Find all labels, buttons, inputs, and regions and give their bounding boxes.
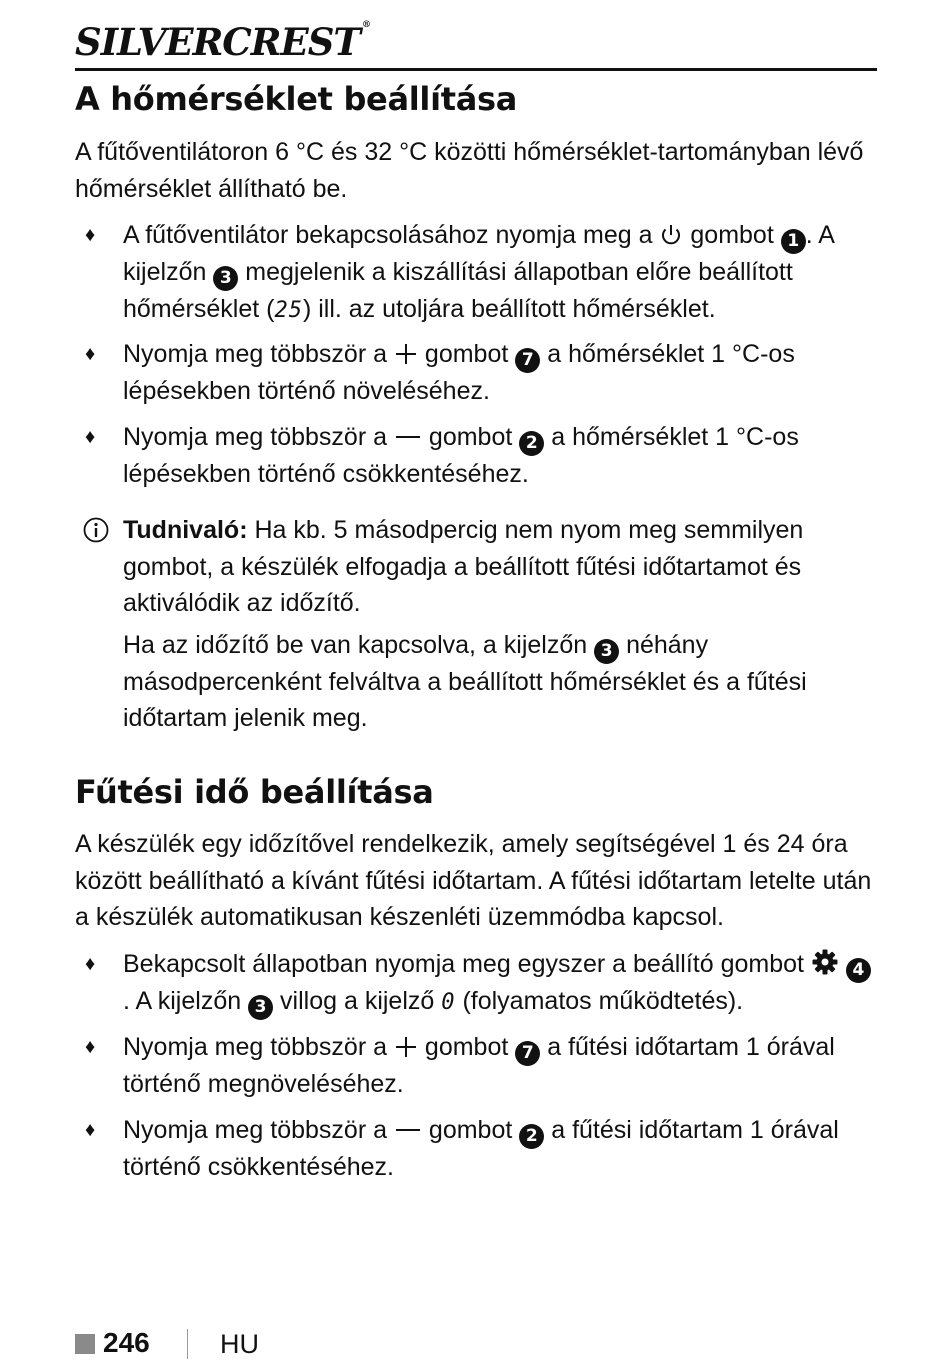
bullet-icon: ♦ xyxy=(85,426,96,448)
section-title-temperature: A hőmérséklet beállítása xyxy=(75,80,518,118)
callout-number: 3 xyxy=(594,639,619,664)
note-text-2: Ha az időzítő be van kapcsolva, a kijelzőn 3 néhány másodpercenként felváltva a beállított hőmérséklet és a fűtési időtartam jelenik meg. xyxy=(123,630,807,732)
brand-logo: SILVERCREST ® xyxy=(75,20,370,64)
footer-divider xyxy=(187,1329,188,1359)
list-item-text: Nyomja meg többször a gombot 7 a hőmérséklet 1 °C-os lépésekben történő növeléséhez. xyxy=(123,340,795,405)
language-code: HU xyxy=(220,1329,259,1359)
list-item-text: A fűtőventilátor bekapcsolásához nyomja meg a gombot 1 . A kijelzőn 3 megjelenik a kiszállítási állapotban előre beállított hőmérséklet (25) ill. az utoljára beállított hőmérséklet. xyxy=(123,221,834,323)
footer-square-icon xyxy=(75,1334,95,1354)
list-item-decrease-time xyxy=(75,1112,877,1186)
plus-icon xyxy=(394,342,418,366)
header-rule xyxy=(75,68,877,71)
display-segment-value: 25 xyxy=(274,298,303,323)
callout-number: 1 xyxy=(781,229,806,254)
callout-number: 4 xyxy=(846,958,871,983)
section-intro-heating-time: A készülék egy időzítővel rendelkezik, amely segítségével 1 és 24 óra között beállítható a kívánt fűtési időtartam. A fűtési időtartam letelte után a készülék automatikusan készenléti üzemmódba kapcsol. xyxy=(75,830,872,931)
info-note xyxy=(75,512,877,737)
list-item-timer-start xyxy=(75,946,877,1022)
bullet-icon: ♦ xyxy=(85,343,96,365)
note-text: Tudnivaló: Ha kb. 5 másodpercig nem nyom meg semmilyen gombot, a készülék elfogadja a beállított fűtési időtartamot és aktiválódik az időzítő. xyxy=(123,516,804,617)
registered-mark: ® xyxy=(361,20,370,30)
minus-icon xyxy=(394,1118,422,1142)
page-number: 246 xyxy=(103,1327,150,1358)
bullet-icon: ♦ xyxy=(85,1036,96,1058)
callout-number: 7 xyxy=(515,348,540,373)
list-item-text: Nyomja meg többször a gombot 2 a fűtési időtartam 1 órával történő csökkentéséhez. xyxy=(123,1116,839,1181)
bullet-icon: ♦ xyxy=(85,1119,96,1141)
list-item-increase-temp xyxy=(75,336,877,410)
display-segment-value: 0 xyxy=(441,990,456,1015)
list-item-increase-time xyxy=(75,1029,877,1103)
gear-icon xyxy=(811,948,839,976)
section-intro-temperature: A fűtőventilátoron 6 °C és 32 °C közötti hőmérséklet-tartományban lévő hőmérséklet állítható be. xyxy=(75,138,864,203)
callout-number: 3 xyxy=(213,266,238,291)
info-icon xyxy=(83,517,109,543)
callout-number: 7 xyxy=(515,1041,540,1066)
bullet-icon: ♦ xyxy=(85,953,96,975)
power-icon xyxy=(659,223,683,247)
bullet-icon: ♦ xyxy=(85,224,96,246)
callout-number: 2 xyxy=(519,431,544,456)
callout-number: 3 xyxy=(248,995,273,1020)
list-item-power-on xyxy=(75,217,877,330)
minus-icon xyxy=(394,425,422,449)
list-item-text: Nyomja meg többször a gombot 7 a fűtési időtartam 1 órával történő megnöveléséhez. xyxy=(123,1033,835,1098)
list-item-text: Nyomja meg többször a gombot 2 a hőmérséklet 1 °C-os lépésekben történő csökkentéséhez. xyxy=(123,423,799,488)
note-label: Tudnivaló: xyxy=(123,516,248,544)
list-item-decrease-temp xyxy=(75,419,877,493)
plus-icon xyxy=(394,1035,418,1059)
section-title-heating-time: Fűtési idő beállítása xyxy=(75,773,434,811)
callout-number: 2 xyxy=(519,1124,544,1149)
list-item-text: Bekapcsolt állapotban nyomja meg egyszer a beállító gombot 4. A kijelzőn 3 villog a kijelző 0 (folyamatos működtetés). xyxy=(123,946,877,1022)
